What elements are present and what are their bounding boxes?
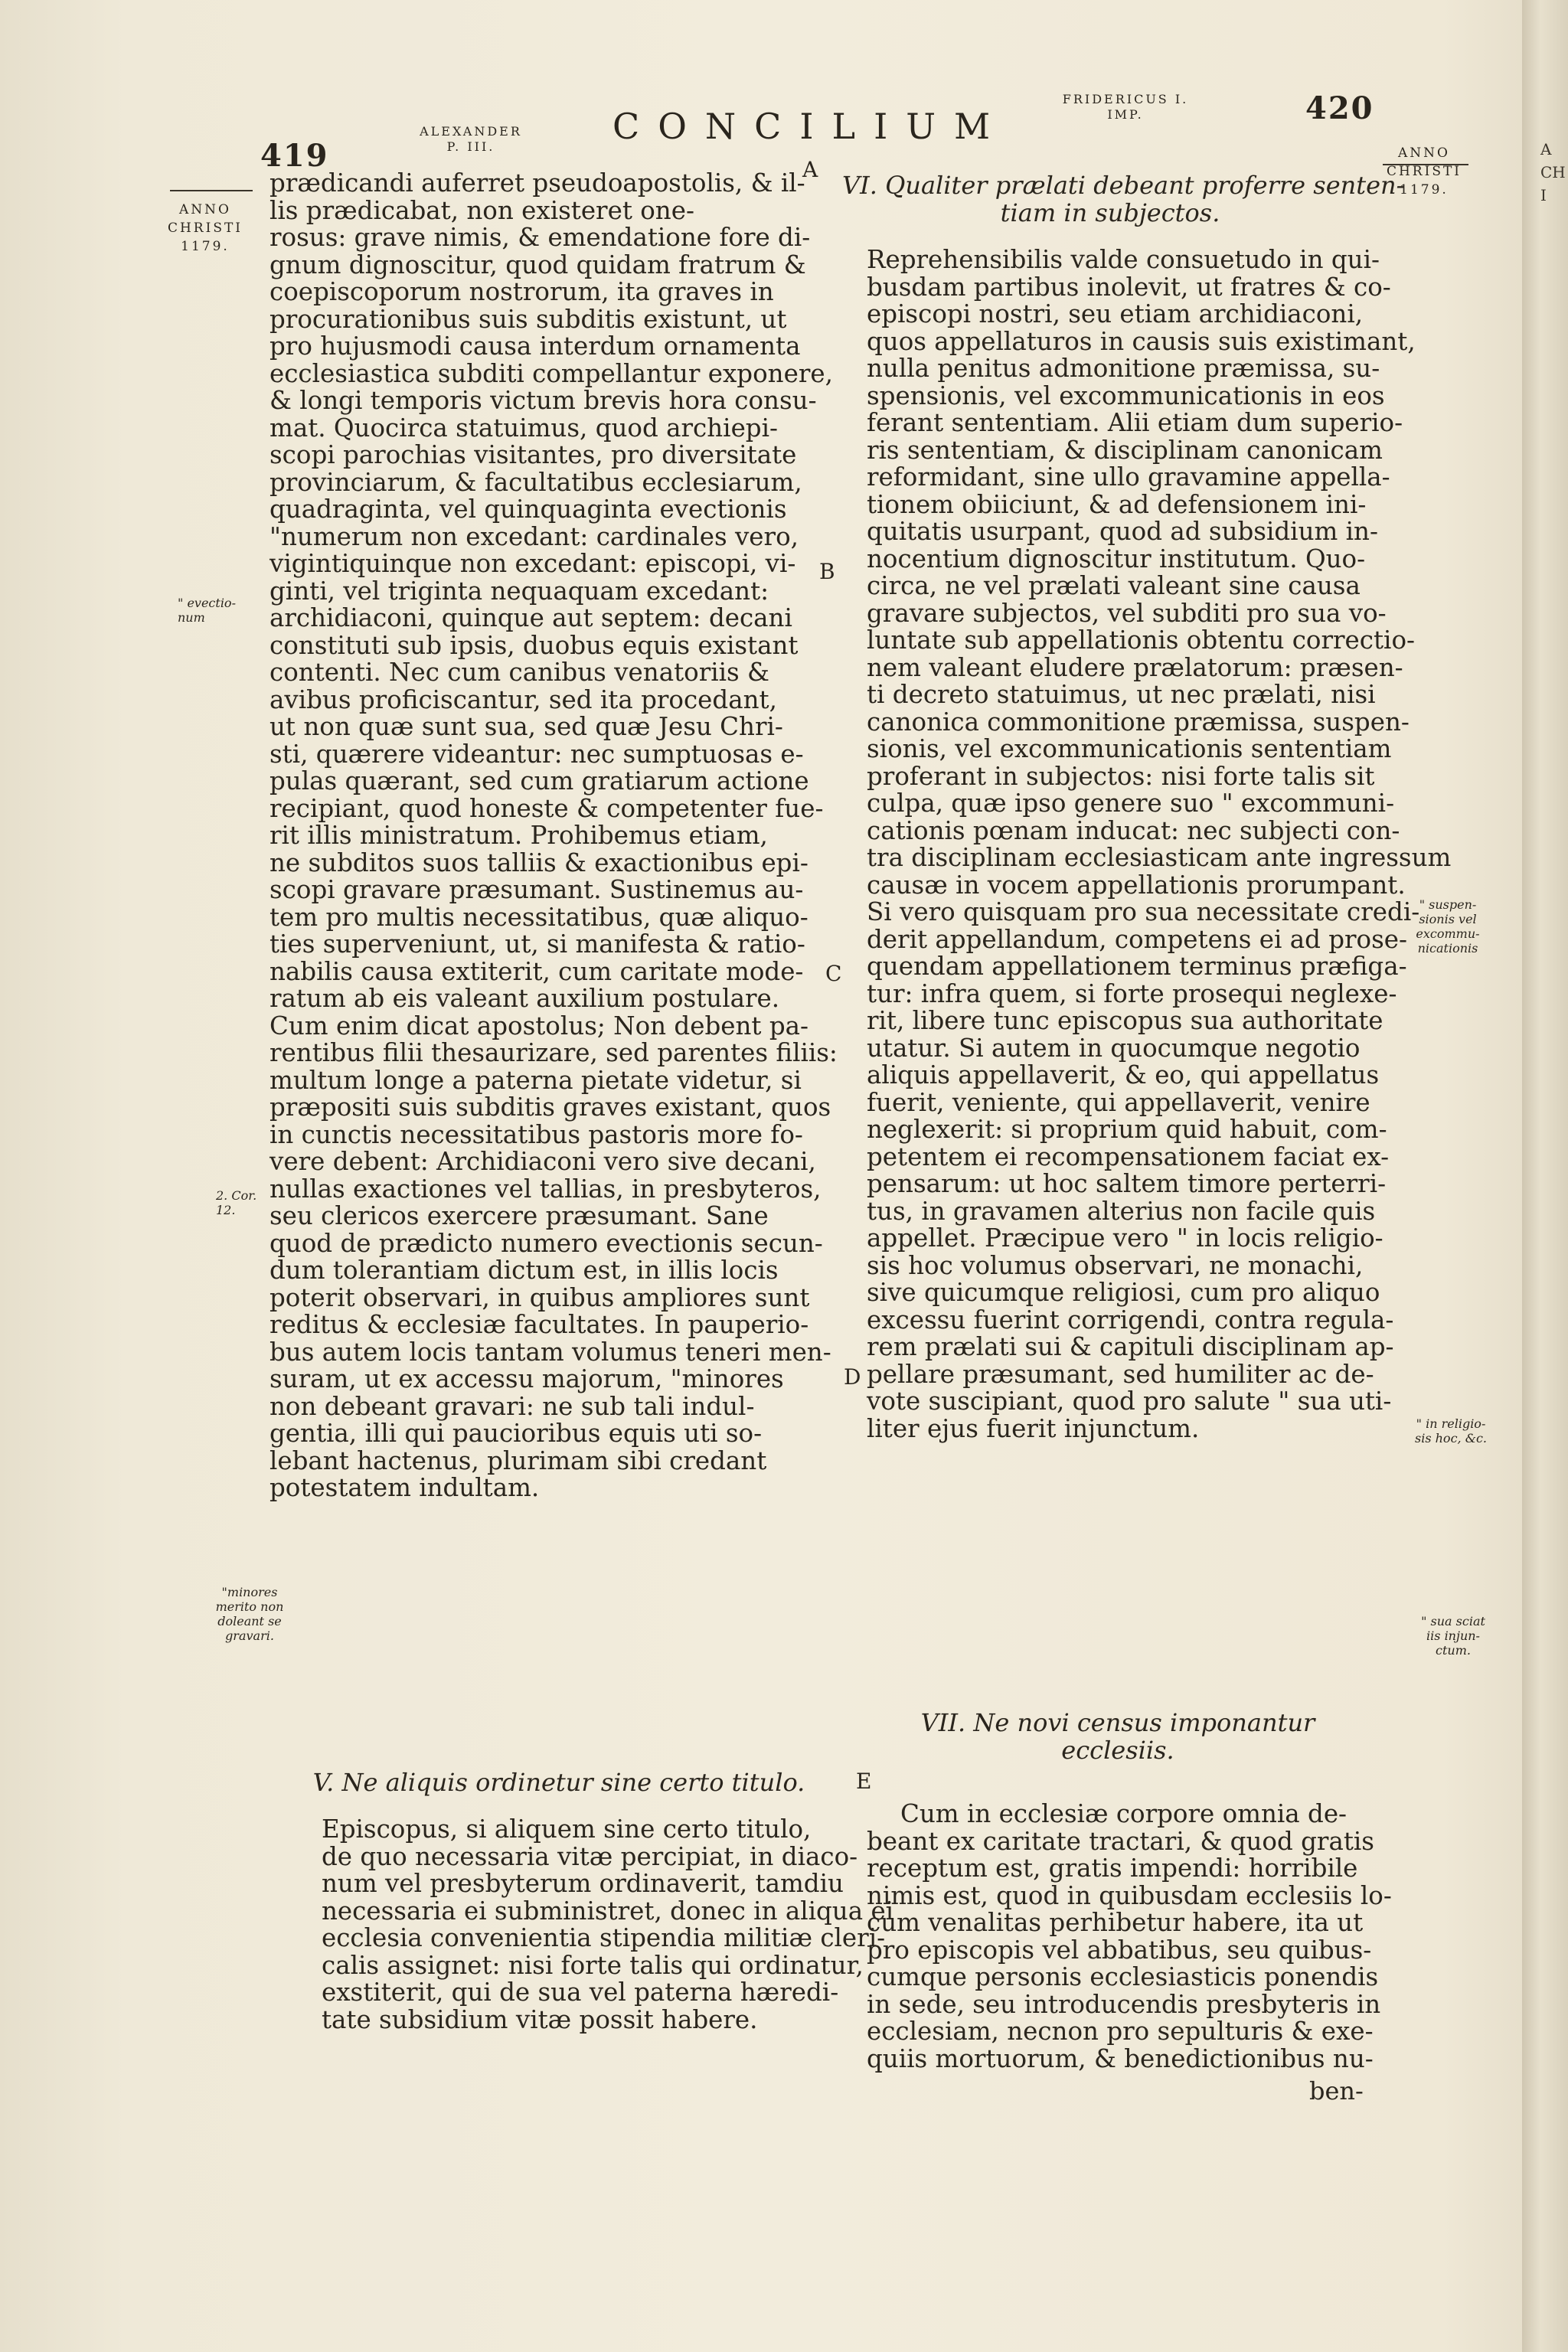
fragment-line: I	[1540, 186, 1547, 204]
text-line: tus, in gravamen alterius non facile quis	[867, 1196, 1376, 1226]
text-line: prædicandi auferret pseudoapostolis, & il-	[270, 168, 805, 198]
text-line: seu clericos exercere præsumant. Sane	[270, 1201, 769, 1230]
catchword: ben-	[1309, 2076, 1364, 2105]
text-line: nem valeant eludere prælatorum: præsen-	[867, 652, 1403, 682]
text-line: appellet. Præcipue vero " in locis religio-	[867, 1223, 1383, 1253]
page-title: CONCILIUM	[612, 106, 1009, 147]
running-head-line: ALEXANDER	[420, 124, 522, 139]
text-line: pro episcopis vel abbatibus, seu quibus-	[867, 1935, 1372, 1965]
text-line: poterit observari, in quibus ampliores sunt	[270, 1282, 810, 1312]
section-letter-e: E	[856, 1769, 872, 1794]
text-line: coepiscoporum nostrorum, ita graves in	[270, 277, 774, 306]
year-label: 1179.	[181, 239, 230, 254]
text-line: sis hoc volumus observari, ne monachi,	[867, 1250, 1364, 1280]
text-line: Cum in ecclesiæ corpore omnia de-	[900, 1799, 1348, 1828]
text-line: Cum enim dicat apostolus; Non debent pa-	[270, 1011, 808, 1040]
right-page-number: 420	[1305, 90, 1374, 126]
left-running-head	[394, 124, 547, 155]
text-line: liter ejus fuerit injunctum.	[867, 1413, 1200, 1443]
text-line: causæ in vocem appellationis prorumpant.	[867, 870, 1406, 900]
text-line: calis assignet: nisi forte talis qui ordinatur,	[322, 1950, 864, 1980]
note-line: sionis vel	[1419, 912, 1477, 926]
note-line: merito non	[215, 1599, 284, 1614]
text-line: tionem obiiciunt, & ad defensionem ini-	[867, 489, 1367, 519]
section-v-text	[322, 1815, 894, 2034]
text-line: tem pro multis necessitatibus, quæ aliquo-	[270, 902, 808, 932]
text-line: spensionis, vel excommunicationis in eos	[867, 381, 1385, 410]
text-line: multum longe a paterna pietate videtur, si	[270, 1065, 802, 1095]
note-line: gravari.	[225, 1628, 274, 1643]
text-line: beant ex caritate tractari, & quod gratis	[867, 1826, 1374, 1856]
note-line: iis injun-	[1426, 1628, 1480, 1643]
text-line: quitatis usurpant, quod ad subsidium in-	[867, 517, 1378, 546]
text-line: ecclesiastica subditi compellantur exponere,	[270, 358, 833, 388]
margin-note-sua	[1415, 1614, 1491, 1658]
christi-label: CHRISTI	[1386, 164, 1462, 179]
text-line: mat. Quocirca statuimus, quod archiepi-	[270, 413, 778, 443]
heading-line: ecclesiis.	[1061, 1736, 1174, 1765]
text-line: pellare præsumant, sed humiliter ac de-	[867, 1359, 1374, 1389]
fragment-line: CH	[1540, 163, 1566, 181]
text-line: ne subditos suos talliis & exactionibus epi-	[270, 848, 808, 877]
heading-line: tiam in subjectos.	[1000, 198, 1220, 227]
text-line: sionis, vel excommunicationis sententiam	[867, 734, 1392, 763]
text-line: episcopi nostri, seu etiam archidiaconi,	[867, 299, 1364, 328]
text-line: & longi temporis victum brevis hora consu-	[270, 386, 817, 415]
text-line: gravare subjectos, vel subditi pro sua vo-	[867, 598, 1387, 628]
text-line: præpositi suis subditis graves existant, quos	[270, 1093, 831, 1122]
text-line: avibus proficiscantur, sed ita procedant,	[270, 684, 777, 714]
text-line: rosus: grave nimis, & emendatione fore di-	[270, 223, 811, 252]
text-line: cumque personis ecclesiasticis ponendis	[867, 1962, 1379, 1991]
margin-year-left	[159, 201, 251, 256]
anno-label: ANNO	[179, 202, 231, 217]
page-gutter	[1522, 0, 1568, 2352]
margin-note-evectionum	[178, 596, 262, 625]
text-line: quiis mortuorum, & benedictionibus nu-	[867, 2043, 1374, 2073]
text-line: vigintiquinque non excedant: episcopi, vi-	[270, 549, 796, 578]
section-vii-text	[867, 1799, 1392, 2073]
text-line: lebant hactenus, plurimam sibi credant	[270, 1446, 767, 1475]
christi-label: CHRISTI	[167, 220, 243, 236]
text-line: reformidant, sine ullo gravamine appella-	[867, 462, 1390, 492]
margin-note-corinthians: 2. Cor. 12.	[216, 1188, 257, 1217]
text-line: busdam partibus inolevit, ut fratres & co-	[867, 272, 1391, 302]
text-line: luntate sub appellationis obtentu correctio-	[867, 626, 1415, 655]
text-line: "numerum non excedant: cardinales vero,	[270, 521, 799, 551]
text-line: contenti. Nec cum canibus venatoriis &	[270, 658, 769, 687]
text-line: Reprehensibilis valde consuetudo in qui-	[867, 245, 1380, 274]
text-line: necessaria ei subministret, donec in aliqua ei	[322, 1896, 894, 1926]
text-line: num vel presbyterum ordinaverit, tamdiu	[322, 1869, 844, 1898]
note-line: " in religio-	[1416, 1416, 1486, 1431]
text-line: scopi gravare præsumant. Sustinemus au-	[270, 875, 804, 904]
text-line: ris sententiam, & disciplinam canonicam	[867, 435, 1383, 465]
note-line: " suspen-	[1419, 897, 1477, 912]
text-line: archidiaconi, quinque aut septem: decani	[270, 603, 792, 632]
text-line: quadraginta, vel quinquaginta evectionis	[270, 495, 787, 524]
left-page-number: 419	[260, 138, 329, 174]
text-line: ferant sententiam. Alii etiam dum superio-	[867, 408, 1403, 437]
left-column-text	[270, 168, 838, 1502]
text-line: non debeant gravari: ne sub tali indul-	[270, 1391, 755, 1421]
text-line: provinciarum, & facultatibus ecclesiarum,	[270, 467, 802, 497]
text-line: receptum est, gratis impendi: horribile	[867, 1854, 1358, 1883]
text-line: ti decreto statuimus, ut nec prælati, nisi	[867, 680, 1376, 709]
heading-section-vi	[842, 171, 1405, 227]
margin-rule	[170, 190, 253, 191]
text-line: cum venalitas perhibetur habere, ita ut	[867, 1908, 1364, 1937]
text-line: reditus & ecclesiæ facultates. In pauperio-	[270, 1310, 809, 1339]
text-line: proferant in subjectos: nisi forte talis sit	[867, 761, 1375, 791]
text-line: neglexerit: si proprium quid habuit, com-	[867, 1115, 1387, 1144]
text-line: tate subsidium vitæ possit habere.	[322, 2004, 758, 2034]
text-line: rit, libere tunc episcopus sua authoritate	[867, 1006, 1383, 1035]
text-line: lis prædicabat, non existeret one-	[270, 195, 694, 225]
year-label: 1179.	[1400, 182, 1449, 198]
section-letter-c: C	[825, 961, 842, 986]
text-line: exstiterit, qui de sua vel paterna hæredi-	[322, 1978, 839, 2007]
text-line: suram, ut ex accessu majorum, "minores	[270, 1364, 784, 1393]
text-line: pensarum: ut hoc saltem timore perterri-	[867, 1169, 1387, 1198]
text-line: in cunctis necessitatibus pastoris more fo-	[270, 1119, 803, 1149]
right-running-head	[1049, 92, 1202, 122]
text-line: tur: infra quem, si forte prosequi neglexe-	[867, 978, 1397, 1008]
text-line: fuerit, veniente, qui appellaverit, venire	[867, 1087, 1370, 1117]
text-line: nocentium dignoscitur institutum. Quo-	[867, 544, 1366, 573]
text-line: nullas exactiones vel tallias, in presbyteros,	[270, 1174, 822, 1204]
text-line: scopi parochias visitantes, pro diversitate	[270, 440, 797, 469]
text-line: ties superveniunt, ut, si manifesta & ratio-	[270, 929, 805, 959]
text-line: pulas quærant, sed cum gratiarum actione	[270, 766, 809, 795]
heading-section-v: V. Ne aliquis ordinetur sine certo titulo.	[312, 1768, 805, 1797]
text-line: circa, ne vel prælati valeant sine causa	[867, 571, 1361, 600]
margin-note-religiosis	[1409, 1416, 1493, 1446]
text-line: constituti sub ipsis, duobus equis existant	[270, 630, 799, 660]
text-line: cationis pœnam inducat: nec subjecti con-	[867, 815, 1400, 845]
note-line: " sua sciat	[1421, 1614, 1485, 1628]
text-line: recipiant, quod honeste & competenter fue-	[270, 793, 824, 823]
section-letter-a: A	[802, 157, 818, 182]
text-line: bus autem locis tantam volumus teneri men-	[270, 1337, 831, 1367]
text-line: dum tolerantiam dictum est, in illis locis	[270, 1256, 779, 1285]
text-line: procurationibus suis subditis existunt, ut	[270, 304, 787, 334]
text-line: rentibus filii thesaurizare, sed parentes filiis:	[270, 1038, 838, 1067]
note-line: num	[178, 610, 205, 625]
text-line: sti, quærere videantur: nec sumptuosas e-	[270, 739, 804, 769]
fragment-line: A	[1540, 140, 1552, 158]
note-line: "minores	[221, 1585, 278, 1599]
note-line: ctum.	[1436, 1643, 1471, 1658]
text-line: gnum dignoscitur, quod quidam fratrum &	[270, 250, 806, 279]
text-line: excessu fuerint corrigendi, contra regula-	[867, 1305, 1394, 1334]
section-letter-b: B	[819, 559, 835, 584]
text-line: nimis est, quod in quibusdam ecclesiis lo-	[867, 1880, 1392, 1910]
text-line: Episcopus, si aliquem sine certo titulo,	[322, 1815, 812, 1844]
text-line: quendam appellationem terminus præfiga-	[867, 952, 1407, 981]
text-line: nulla penitus admonitione præmissa, su-	[867, 354, 1380, 383]
text-line: canonica commonitione præmissa, suspen-	[867, 707, 1410, 737]
text-line: ratum ab eis valeant auxilium postulare.	[270, 984, 780, 1013]
text-line: rem prælati sui & capituli disciplinam ap-	[867, 1332, 1394, 1361]
heading-line: VI. Qualiter prælati debeant proferre senten-	[842, 171, 1405, 200]
note-line: nicationis	[1417, 941, 1478, 956]
text-line: pro hujusmodi causa interdum ornamenta	[270, 332, 801, 361]
margin-note-minores	[211, 1585, 288, 1643]
heading-section-vii	[850, 1709, 1386, 1764]
adjacent-page-fragment	[1540, 138, 1566, 207]
text-line: de quo necessaria vitæ percipiat, in diaco-	[322, 1841, 858, 1871]
anno-label: ANNO	[1398, 145, 1450, 161]
running-head-line: FRIDERICUS I.	[1062, 92, 1189, 106]
text-line: aliquis appellaverit, & eo, qui appellatus	[867, 1060, 1380, 1089]
text-line: derit appellandum, competens ei ad prose-	[867, 924, 1408, 954]
text-line: quos appellaturos in causis suis existimant,	[867, 326, 1416, 356]
text-line: ecclesia convenientia stipendia militiæ cleri-	[322, 1923, 886, 1952]
text-line: in sede, seu introducendis presbyteris in	[867, 1989, 1381, 2019]
text-line: tra disciplinam ecclesiasticam ante ingressum	[867, 843, 1452, 872]
text-line: gentia, illi qui paucioribus equis uti so-	[270, 1419, 763, 1448]
note-line: doleant se	[217, 1614, 282, 1628]
text-line: quod de prædicto numero evectionis secun-	[270, 1228, 823, 1258]
margin-note-suspensionis	[1406, 897, 1490, 956]
text-line: potestatem indultam.	[270, 1473, 540, 1502]
text-line: ginti, vel triginta nequaquam excedant:	[270, 576, 769, 606]
text-line: ecclesiam, necnon pro sepulturis & exe-	[867, 2017, 1374, 2046]
running-head-line: P. III.	[446, 139, 495, 154]
text-line: utatur. Si autem in quocumque negotio	[867, 1033, 1361, 1063]
note-line: sis hoc, &c.	[1415, 1431, 1487, 1446]
section-letter-d: D	[844, 1364, 861, 1390]
text-line: nabilis causa extiterit, cum caritate mode-	[270, 956, 804, 986]
text-line: vote suscipiant, quod pro salute " sua uti-	[867, 1387, 1392, 1416]
text-line: rit illis ministratum. Prohibemus etiam,	[270, 821, 768, 850]
text-line: ut non quæ sunt sua, sed quæ Jesu Chri-	[270, 712, 783, 741]
text-line: sive quicumque religiosi, cum pro aliquo	[867, 1278, 1380, 1307]
heading-line: VII. Ne novi census imponantur	[920, 1708, 1315, 1737]
text-line: Si vero quisquam pro sua necessitate credi-	[867, 897, 1420, 926]
text-line: culpa, quæ ipso genere suo " excommuni-	[867, 789, 1395, 818]
text-line: vere debent: Archidiaconi vero sive decani,	[270, 1147, 816, 1176]
running-head-line: IMP.	[1107, 107, 1144, 122]
text-line: petentem ei recompensationem faciat ex-	[867, 1142, 1390, 1171]
note-line: " evectio-	[178, 596, 236, 610]
note-line: excommu-	[1416, 926, 1480, 941]
